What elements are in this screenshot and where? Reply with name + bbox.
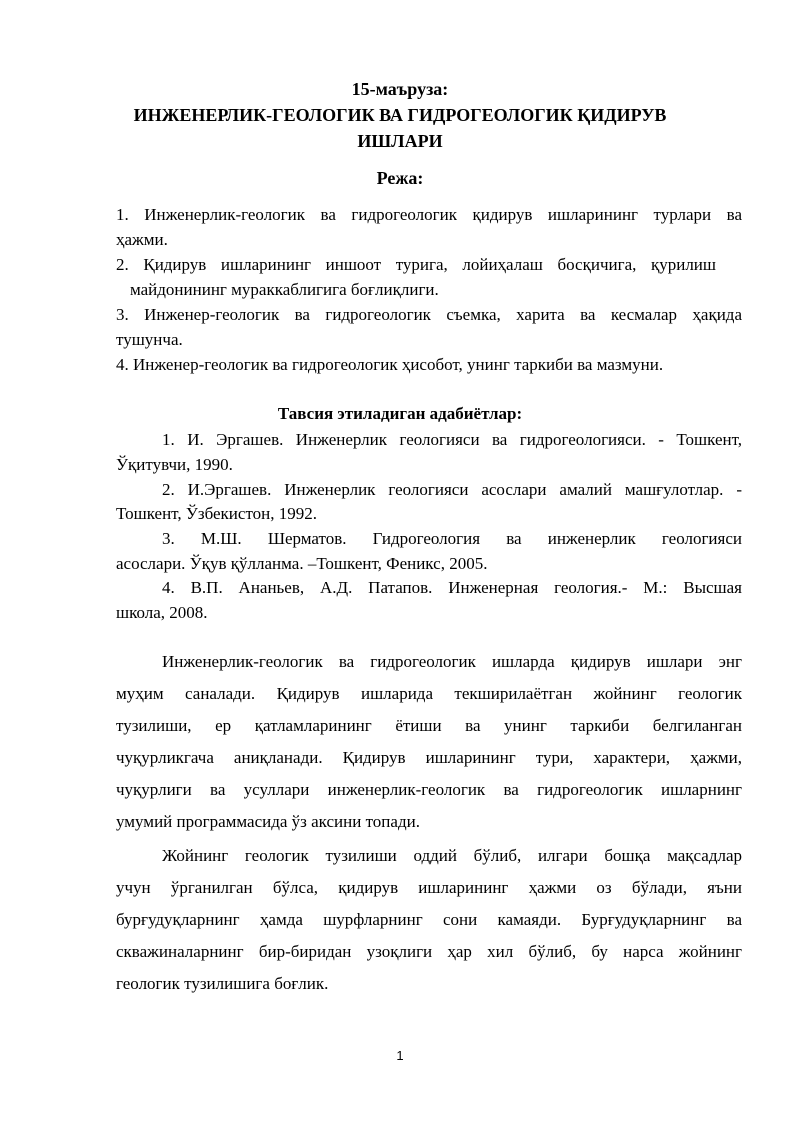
body-paragraph-1-line-4: чуқурликгача аниқланади. Қидирув ишларининг тури, характери, ҳажми, <box>116 748 742 767</box>
plan-heading: Режа: <box>376 168 424 188</box>
plan-item-1-line-1: 1. Инженерлик-геологик ва гидрогеологик қидирув ишларининг турлари ва <box>116 205 742 224</box>
plan-item-2-line-2: майдонининг мураккаблигига боғлиқлиги. <box>130 280 439 299</box>
body-paragraph-1-line-2: муҳим саналади. Қидирув ишларида текширилаётган жойнинг геологик <box>116 684 742 703</box>
body-paragraph-1-line-6: умумий программасида ўз аксини топади. <box>116 812 420 831</box>
reference-3-line-1: 3. М.Ш. Шерматов. Гидрогеология ва инженерлик геологияси <box>162 529 742 548</box>
body-paragraph-2-line-3: бурғудуқларнинг ҳамда шурфларнинг сони камаяди. Бурғудуқларнинг ва <box>116 910 742 929</box>
reference-2-line-2: Тошкент, Ўзбекистон, 1992. <box>116 504 318 523</box>
plan-item-2-line-1: 2. Қидирув ишларининг иншоот турига, лойиҳалаш босқичига, қурилиш <box>116 255 716 274</box>
reference-4-line-1: 4. В.П. Ананьев, А.Д. Патапов. Инженерная геология.- М.: Высшая <box>162 578 742 597</box>
references-heading: Тавсия этиладиган адабиётлар: <box>277 404 523 423</box>
reference-4-line-2: школа, 2008. <box>116 603 208 622</box>
reference-1-line-2: Ўқитувчи, 1990. <box>116 455 233 474</box>
plan-item-3-line-1: 3. Инженер-геологик ва гидрогеологик съемка, харита ва кесмалар ҳақида <box>116 305 742 324</box>
lecture-title-line-1: ИНЖЕНЕРЛИК-ГЕОЛОГИК ВА ГИДРОГЕОЛОГИК ҚИДИРУВ <box>133 105 667 125</box>
reference-1-line-1: 1. И. Эргашев. Инженерлик геологияси ва гидрогеологияси. - Тошкент, <box>162 430 742 449</box>
plan-item-4: 4. Инженер-геологик ва гидрогеологик ҳисобот, унинг таркиби ва мазмуни. <box>116 355 664 374</box>
body-paragraph-1-line-1: Инженерлик-геологик ва гидрогеологик ишларда қидирув ишлари энг <box>162 652 742 671</box>
body-paragraph-2-line-4: скважиналарнинг бир-биридан узоқлиги ҳар хил бўлиб, бу нарса жойнинг <box>116 942 742 961</box>
body-paragraph-2-line-1: Жойнинг геологик тузилиши оддий бўлиб, илгари бошқа мақсадлар <box>162 846 742 865</box>
body-paragraph-2-line-5: геологик тузилишига боғлик. <box>116 974 329 993</box>
reference-2-line-1: 2. И.Эргашев. Инженерлик геологияси асослари амалий машғулотлар. - <box>162 480 742 499</box>
body-paragraph-1-line-5: чуқурлиги ва усуллари инженерлик-геологик ва гидрогеологик ишларнинг <box>116 780 742 799</box>
page-number: 1 <box>396 1048 404 1063</box>
body-paragraph-2-line-2: учун ўрганилган бўлса, қидирув ишларининг ҳажми оз бўлади, яъни <box>116 878 742 897</box>
lecture-title-line-2: ИШЛАРИ <box>357 131 443 151</box>
plan-item-3-line-2: тушунча. <box>116 330 183 349</box>
reference-3-line-2: асослари. Ўқув қўлланма. –Тошкент, Феникс, 2005. <box>116 554 488 573</box>
body-paragraph-1-line-3: тузилиши, ер қатламларининг ётиши ва унинг таркиби белгиланган <box>116 716 742 735</box>
plan-item-1-line-2: ҳажми. <box>116 230 168 249</box>
lecture-number: 15-маъруза: <box>351 79 449 99</box>
